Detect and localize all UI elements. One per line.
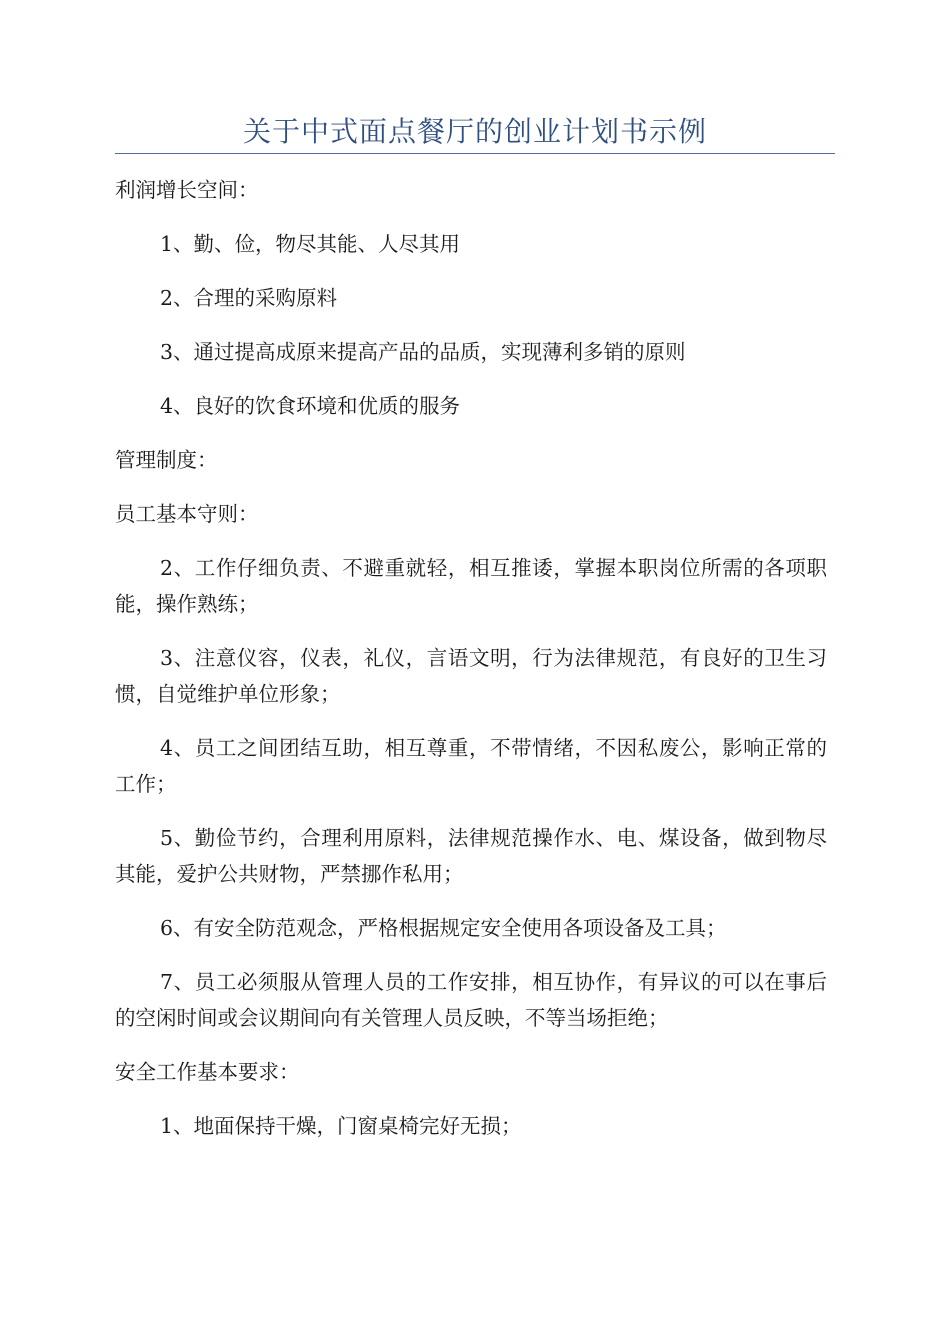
list-item: 1、地面保持干燥，门窗桌椅完好无损； (160, 1114, 522, 1138)
section-heading-management: 管理制度： (115, 448, 218, 472)
document-title: 关于中式面点餐厅的创业计划书示例 (242, 115, 707, 148)
list-item: 1、勤、俭，物尽其能、人尽其用 (160, 232, 461, 256)
list-item: 2、合理的采购原料 (160, 286, 338, 310)
title-underline (115, 153, 835, 154)
document-body (115, 172, 827, 1162)
list-item: 4、员工之间团结互助，相互尊重，不带情绪，不因私废公，影响正常的工作； (115, 736, 827, 796)
list-item: 6、有安全防范观念，严格根据规定安全使用各项设备及工具； (160, 916, 727, 940)
section-heading-safety: 安全工作基本要求： (115, 1060, 300, 1084)
section-heading-staff-rules: 员工基本守则： (115, 502, 259, 526)
list-item: 3、注意仪容，仪表，礼仪，言语文明，行为法律规范，有良好的卫生习惯，自觉维护单位形象； (115, 646, 827, 706)
list-item: 5、勤俭节约，合理利用原料，法律规范操作水、电、煤设备，做到物尽其能，爱护公共财物，严禁挪作私用； (115, 826, 827, 886)
list-item: 2、工作仔细负责、不避重就轻，相互推诿，掌握本职岗位所需的各项职能，操作熟练； (115, 556, 827, 616)
list-item: 3、通过提高成原来提高产品的品质，实现薄利多销的原则 (160, 340, 686, 364)
list-item: 7、员工必须服从管理人员的工作安排，相互协作，有异议的可以在事后的空闲时间或会议期间向有关管理人员反映，不等当场拒绝； (115, 970, 827, 1030)
list-item: 4、良好的饮食环境和优质的服务 (160, 394, 461, 418)
section-heading-profit-growth: 利润增长空间： (115, 178, 259, 202)
